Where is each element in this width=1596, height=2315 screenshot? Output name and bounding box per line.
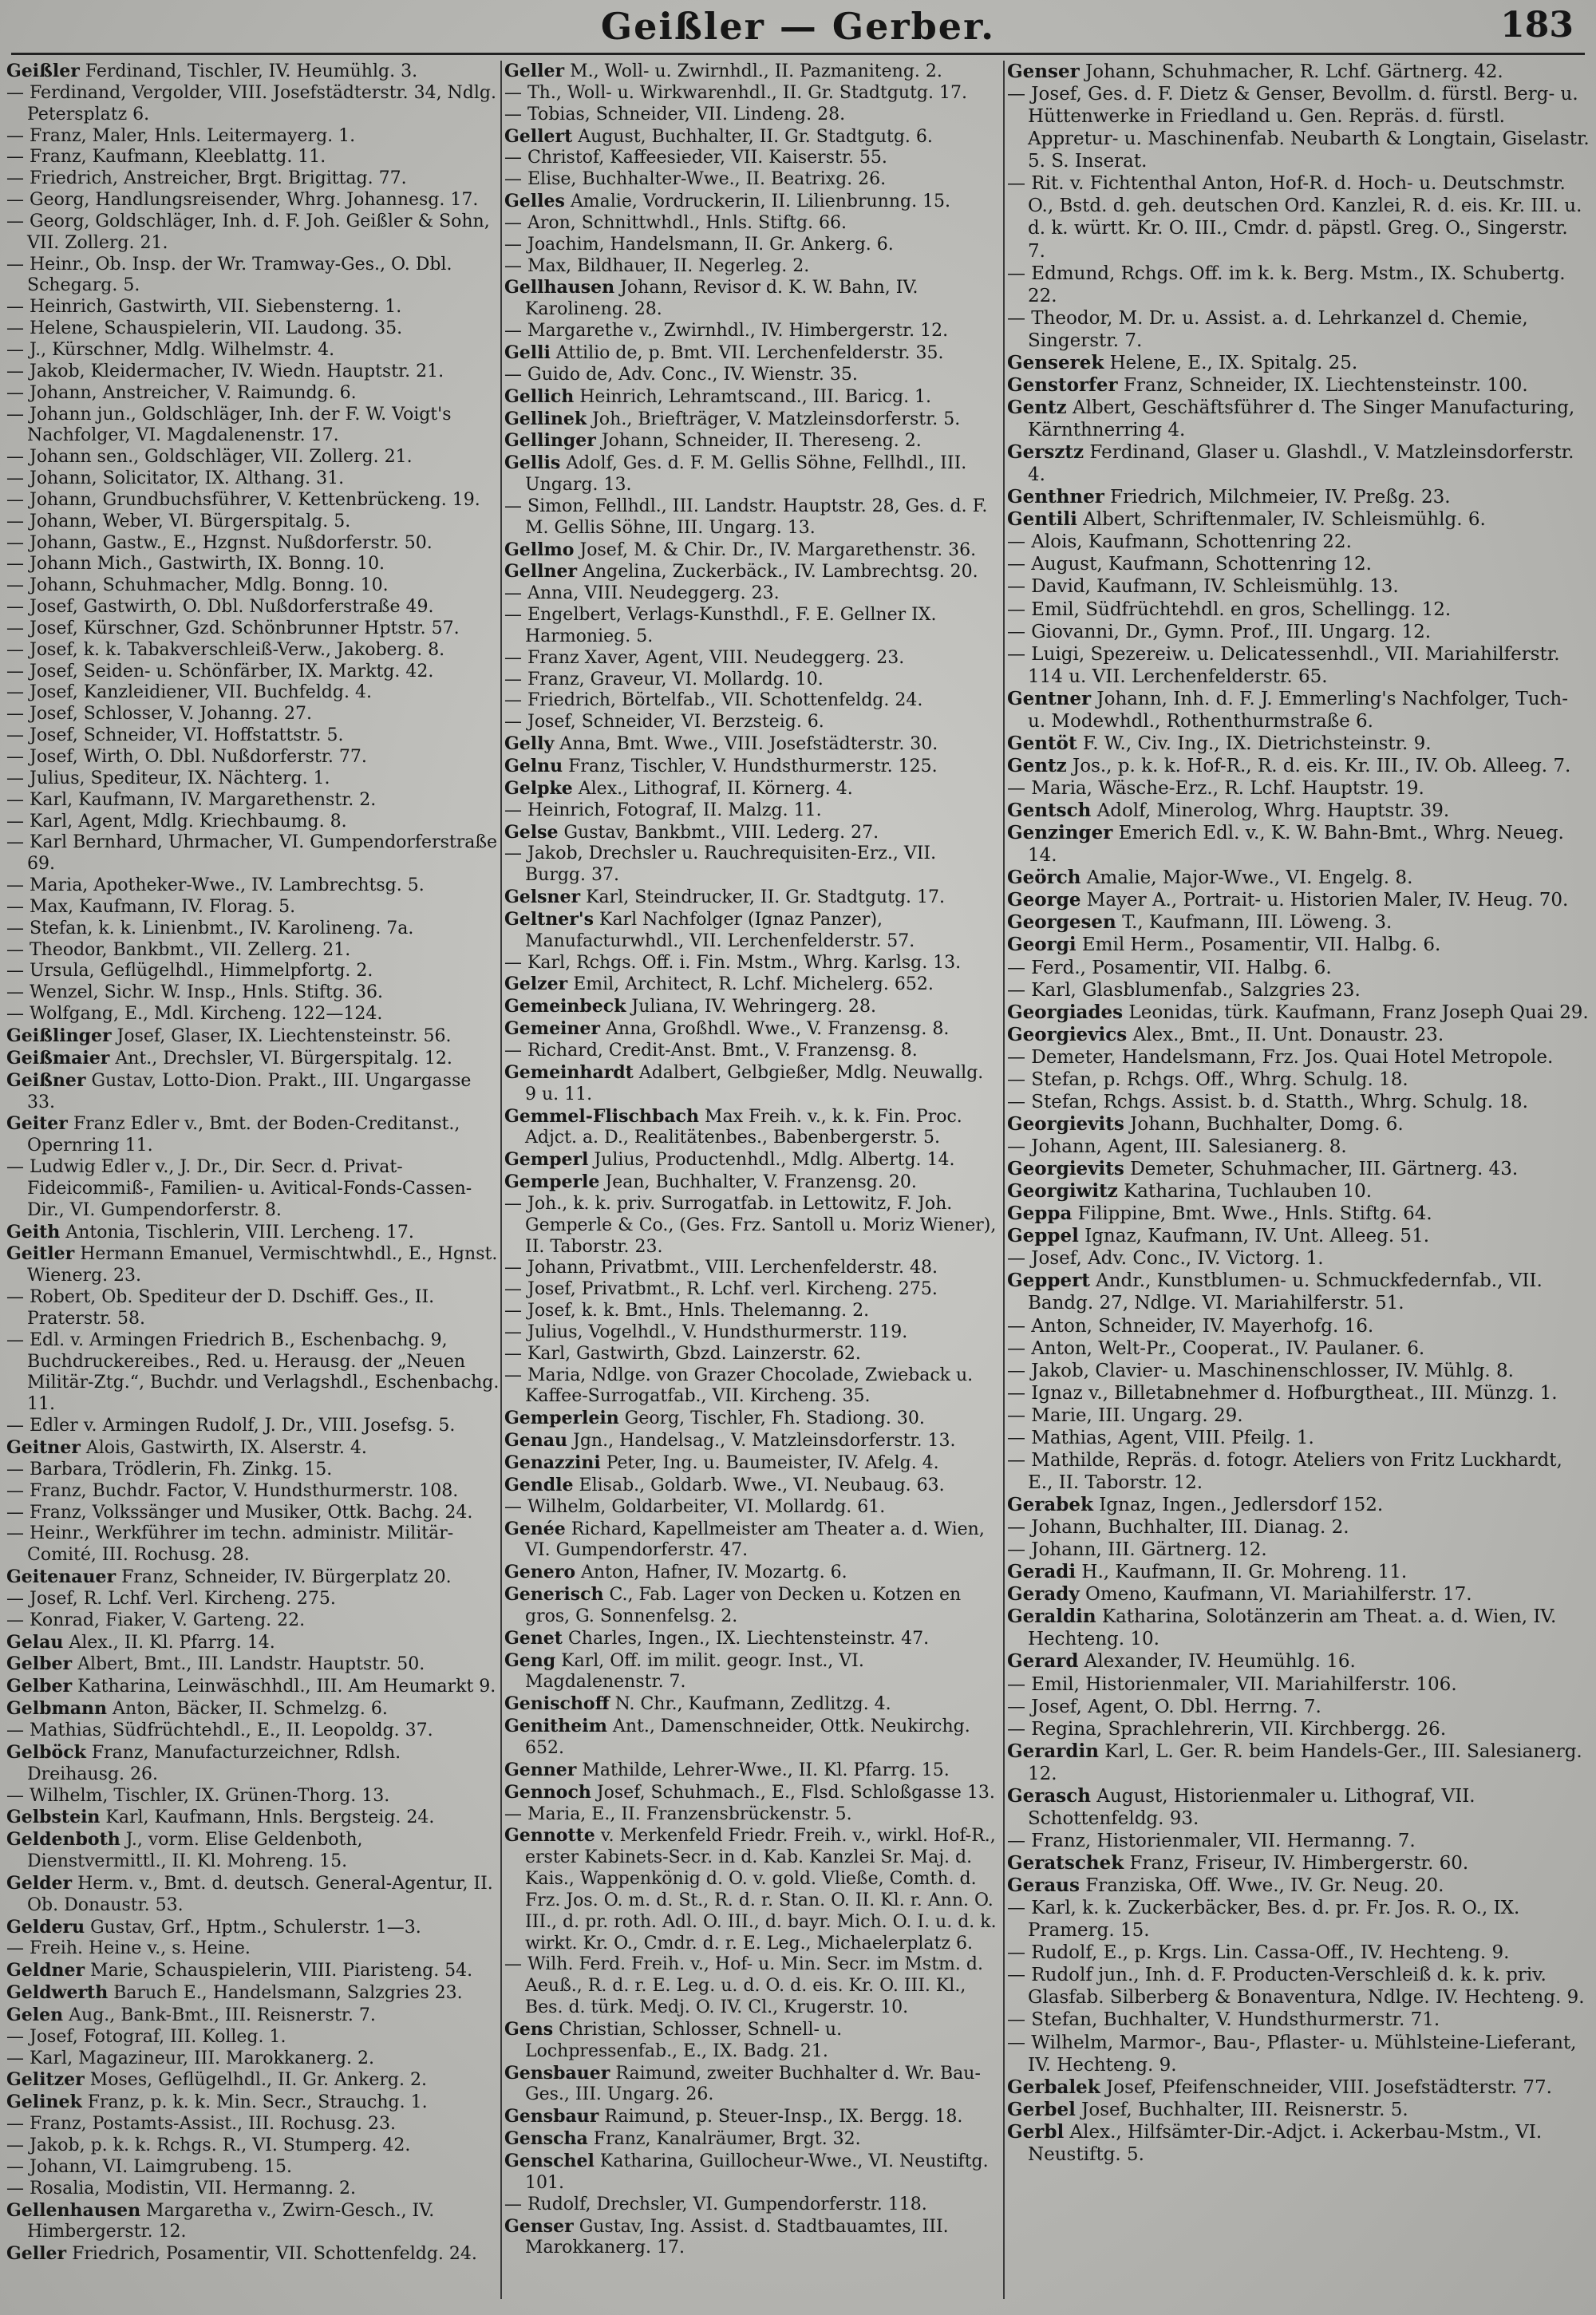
directory-entry: — Friedrich, Anstreicher, Brgt. Brigittag. 77. [6, 168, 407, 189]
directory-entry: Genser Johann, Schuhmacher, R. Lchf. Gärtnerg. 42. [1007, 61, 1503, 82]
directory-entry: — Josef, Kanzleidiener, VII. Buchfeldg. 4. [6, 682, 372, 703]
directory-entry: Gellinek Joh., Briefträger, V. Matzleinsdorferstr. 5. [504, 408, 961, 429]
directory-entry: Geldenboth J., vorm. Elise Geldenboth, Dienstvermittl., II. Kl. Mohreng. 15. [6, 1829, 363, 1872]
directory-entry: Genzinger Emerich Edl. v., K. W. Bahn-Bmt., Whrg. Neueg. 14. [1007, 822, 1564, 867]
directory-entry: — Wilhelm, Goldarbeiter, VI. Mollardg. 61. [504, 1496, 886, 1517]
directory-entry: — Barbara, Trödlerin, Fh. Zinkg. 15. [6, 1459, 333, 1479]
directory-entry: — Johann, Weber, VI. Bürgerspitalg. 5. [6, 511, 351, 531]
directory-entry: — Johann Mich., Gastwirth, IX. Bonng. 10. [6, 554, 385, 575]
directory-entry: — Josef, Privatbmt., R. Lchf. verl. Kircheng. 275. [504, 1279, 938, 1300]
directory-entry: — Johann, VI. Laimgrubeng. 15. [6, 2156, 292, 2177]
directory-entry: — Heinr., Werkführer im techn. administr. Militär-Comité, III. Rochusg. 28. [6, 1523, 454, 1566]
directory-entry: — Franz, Kaufmann, Kleeblattg. 11. [6, 147, 326, 168]
directory-entry: Gelles Amalie, Vordruckerin, II. Lilienbrunng. 15. [504, 191, 951, 212]
directory-entry: — Josef, Gastwirth, O. Dbl. Nußdorferstraße 49. [6, 597, 434, 618]
directory-entry: — Jakob, Drechsler u. Rauchrequisiten-Erz., VII. Burgg. 37. [504, 843, 937, 886]
directory-entry: — Robert, Ob. Spediteur der D. Dschiff. Ges., II. Praterstr. 58. [6, 1287, 435, 1329]
directory-entry: Gelen Aug., Bank-Bmt., III. Reisnerstr. 7. [6, 2004, 376, 2025]
directory-entry: — Anna, VIII. Neudeggerg. 23. [504, 583, 780, 604]
directory-entry: Gelböck Franz, Manufacturzeichner, Rdlsh. Dreihausg. 26. [6, 1741, 401, 1784]
directory-entry: — Engelbert, Verlags-Kunsthdl., F. E. Gellner IX. Harmonieg. 5. [504, 605, 937, 646]
directory-entry: Genitheim Ant., Damenschneider, Ottk. Neukirchg. 652. [504, 1716, 970, 1758]
directory-entry: Genischoff N. Chr., Kaufmann, Zedlitzg. 4. [504, 1693, 891, 1715]
directory-entry: Gennoch Josef, Schuhmach., E., Flsd. Schloßgasse 13. [504, 1781, 995, 1803]
directory-entry: — Anton, Schneider, IV. Mayerhofg. 16. [1007, 1315, 1374, 1337]
directory-entry: Geller M., Woll- u. Zwirnhdl., II. Pazmaniteng. 2. [504, 61, 942, 81]
directory-entry: Gellert August, Buchhalter, II. Gr. Stadtgutg. 6. [504, 125, 933, 147]
directory-entry: — Konrad, Fiaker, V. Garteng. 22. [6, 1610, 306, 1630]
directory-entry: Gerbel Josef, Buchhalter, III. Reisnerstr. 5. [1007, 2098, 1408, 2120]
directory-entry: — Rosalia, Modistin, VII. Hermanng. 2. [6, 2178, 356, 2198]
directory-entry: — Franz Xaver, Agent, VIII. Neudeggerg. 23. [504, 647, 905, 668]
directory-entry: — Stefan, p. Rchgs. Off., Whrg. Schulg. 18. [1007, 1069, 1408, 1090]
directory-entry: Geppa Filippine, Bmt. Wwe., Hnls. Stiftg. 64. [1007, 1203, 1432, 1225]
directory-entry: — Mathilde, Repräs. d. fotogr. Ateliers von Fritz Luckhardt, E., II. Taborstr. 12. [1007, 1449, 1562, 1493]
directory-entry: — Jakob, Kleidermacher, IV. Wiedn. Hauptstr. 21. [6, 361, 444, 381]
directory-entry: — Demeter, Handelsmann, Frz. Jos. Quai Hotel Metropole. [1007, 1046, 1554, 1068]
directory-entry: Gerard Alexander, IV. Heumühlg. 16. [1007, 1650, 1356, 1673]
directory-entry: — Josef, k. k. Bmt., Hnls. Thelemanng. 2. [504, 1301, 870, 1321]
directory-entry: — Max, Bildhauer, II. Negerleg. 2. [504, 255, 810, 276]
directory-entry: — Julius, Vogelhdl., V. Hundsthurmerstr. 119. [504, 1321, 908, 1342]
directory-entry: — Maria, E., II. Franzensbrückenstr. 5. [504, 1803, 852, 1824]
directory-entry: — Johann sen., Goldschläger, VII. Zollerg. 21. [6, 447, 413, 468]
directory-entry: Georgiwitz Katharina, Tuchlauben 10. [1007, 1180, 1373, 1203]
directory-entry: — Josef, Seiden- u. Schönfärber, IX. Marktg. 42. [6, 661, 434, 681]
directory-entry: — Johann, Buchhalter, III. Dianag. 2. [1007, 1517, 1349, 1539]
directory-entry: Gemmel-Flischbach Max Freih. v., k. k. Fin. Proc. Adjct. a. D., Realitätenbes., Babenbergerstr. 5. [504, 1105, 962, 1148]
page-title: Geißler — Gerber. [600, 5, 996, 48]
directory-entry: — Wilhelm, Marmor-, Bau-, Pflaster- u. Mühlsteine-Lieferant, IV. Hechteng. 9. [1007, 2032, 1577, 2076]
directory-entry: Gentsch Adolf, Minerolog, Whrg. Hauptstr. 39. [1007, 800, 1450, 822]
directory-entry: Gemeinhardt Adalbert, Gelbgießer, Mdlg. Neuwallg. 9 u. 11. [504, 1061, 984, 1104]
directory-entry: — Mathias, Agent, VIII. Pfeilg. 1. [1007, 1427, 1314, 1448]
directory-entry: — Josef, Agent, O. Dbl. Herrng. 7. [1007, 1696, 1321, 1717]
directory-entry: Genau Jgn., Handelsag., V. Matzleinsdorferstr. 13. [504, 1430, 956, 1452]
directory-entry: — Franz, Graveur, VI. Mollardg. 10. [504, 669, 824, 689]
directory-entry: Gelly Anna, Bmt. Wwe., VIII. Josefstädterstr. 30. [504, 733, 938, 755]
directory-entry: — Josef, Wirth, O. Dbl. Nußdorferstr. 77. [6, 747, 367, 767]
directory-entry: Genscha Franz, Kanalräumer, Brgt. 32. [504, 2128, 861, 2150]
directory-entry: — Th., Woll- u. Wirkwarenhdl., II. Gr. Stadtgutg. 17. [504, 82, 967, 103]
directory-entry: Georgievits Demeter, Schuhmacher, III. Gärtnerg. 43. [1007, 1158, 1519, 1180]
directory-entry: — Edler v. Armingen Rudolf, J. Dr., VIII. Josefsg. 5. [6, 1416, 456, 1436]
directory-entry: Gelder Herm. v., Bmt. d. deutsch. General-Agentur, II. Ob. Donaustr. 53. [6, 1872, 493, 1915]
directory-entry: Genner Mathilde, Lehrer-Wwe., II. Kl. Pfarrg. 15. [504, 1759, 950, 1780]
directory-entry: — Heinrich, Fotograf, II. Malzg. 11. [504, 800, 822, 820]
directory-entry: Geppert Andr., Kunstblumen- u. Schmuckfedernfab., VII. Bandg. 27, Ndlge. VI. Mariahilferstr. 51. [1007, 1270, 1543, 1314]
directory-entry: — Mathias, Südfrüchtehdl., E., II. Leopoldg. 37. [6, 1720, 433, 1740]
directory-entry: Geraus Franziska, Off. Wwe., IV. Gr. Neug. 20. [1007, 1875, 1444, 1897]
directory-entry: — Johann, Grundbuchsführer, V. Kettenbrückeng. 19. [6, 489, 480, 510]
directory-entry: — Helene, Schauspielerin, VII. Laudong. 35. [6, 318, 403, 339]
directory-entry: Gemeiner Anna, Großhdl. Wwe., V. Franzensg. 8. [504, 1018, 950, 1040]
directory-entry: — Karl, Agent, Mdlg. Kriechbaumg. 8. [6, 811, 347, 832]
directory-entry: Geldner Marie, Schauspielerin, VIII. Piaristeng. 54. [6, 1960, 473, 1981]
directory-entry: — Josef, Ges. d. F. Dietz & Genser, Bevollm. d. fürstl. Berg- u. Hüttenwerke in Friedland u. Gen. Repräs. d. fürstl. Appretur- u. Maschinenfab. Neubarth & Longtain, Giselastr. 5. S. Inserat. [1007, 84, 1590, 172]
directory-entry: Gelse Gustav, Bankbmt., VIII. Lederg. 27. [504, 821, 879, 843]
directory-entry: — Rudolf, Drechsler, VI. Gumpendorferstr. 118. [504, 2194, 927, 2214]
directory-entry: Gensbaur Raimund, p. Steuer-Insp., IX. Bergg. 18. [504, 2106, 963, 2127]
directory-entry: Gelinek Franz, p. k. k. Min. Secr., Strauchg. 1. [6, 2092, 428, 2113]
directory-entry: — Theodor, Bankbmt., VII. Zellerg. 21. [6, 939, 351, 960]
directory-entry: — Marie, III. Ungarg. 29. [1007, 1404, 1243, 1426]
directory-entry: — Guido de, Adv. Conc., IV. Wienstr. 35. [504, 364, 858, 385]
directory-entry: Gerbalek Josef, Pfeifenschneider, VIII. Josefstädterstr. 77. [1007, 2076, 1552, 2098]
directory-entry: — Ignaz v., Billetabnehmer d. Hofburgtheat., III. Münzg. 1. [1007, 1382, 1558, 1404]
directory-entry: — Karl, k. k. Zuckerbäcker, Bes. d. pr. Fr. Jos. R. O., IX. Pramerg. 15. [1007, 1898, 1520, 1942]
directory-entry: — Maria, Apotheker-Wwe., IV. Lambrechtsg. 5. [6, 875, 425, 896]
column-divider [1003, 61, 1005, 2299]
directory-entry: Geißner Gustav, Lotto-Dion. Prakt., III. Ungargasse 33. [6, 1069, 472, 1112]
page-number: 183 [1500, 5, 1574, 45]
directory-entry: — Heinr., Ob. Insp. der Wr. Tramway-Ges., O. Dbl. Schegarg. 5. [6, 254, 452, 296]
directory-entry: — Wolfgang, E., Mdl. Kircheng. 122—124. [6, 1004, 383, 1025]
directory-entry: Gelber Katharina, Leinwäschhdl., III. Am Heumarkt 9. [6, 1676, 496, 1697]
directory-entry: — Regina, Sprachlehrerin, VII. Kirchbergg. 26. [1007, 1718, 1447, 1740]
directory-entry: Gens Christian, Schlosser, Schnell- u. Lochpressenfab., E., IX. Badg. 21. [504, 2018, 843, 2061]
directory-entry: Geraldin Katharina, Solotänzerin am Theat. a. d. Wien, IV. Hechteng. 10. [1007, 1606, 1557, 1650]
directory-entry: Geißler Ferdinand, Tischler, IV. Heumühlg. 3. [6, 61, 418, 81]
directory-entry: Geldwerth Baruch E., Handelsmann, Salzgries 23. [6, 1982, 463, 2004]
directory-entry: Geller Friedrich, Posamentir, VII. Schottenfeldg. 24. [6, 2243, 477, 2265]
directory-entry: Gellich Heinrich, Lehramtscand., III. Baricg. 1. [504, 385, 932, 407]
directory-entry: — Edmund, Rchgs. Off. im k. k. Berg. Mstm., IX. Schubertg. 22. [1007, 263, 1566, 306]
directory-entry: — Johann, Solicitator, IX. Althang. 31. [6, 468, 345, 489]
directory-entry: Gellinger Johann, Schneider, II. Thereseng. 2. [504, 430, 922, 452]
directory-entry: — Emil, Historienmaler, VII. Mariahilferstr. 106. [1007, 1673, 1457, 1695]
directory-entry: Gelbmann Anton, Bäcker, II. Schmelzg. 6. [6, 1698, 388, 1720]
directory-column-1 [6, 61, 500, 2307]
directory-entry: — Tobias, Schneider, VII. Lindeng. 28. [504, 104, 846, 124]
directory-entry: — Ferd., Posamentir, VII. Halbg. 6. [1007, 957, 1332, 978]
directory-entry: — Ferdinand, Vergolder, VIII. Josefstädterstr. 34, Ndlg. Petersplatz 6. [6, 82, 497, 124]
directory-entry: Georgievics Alex., Bmt., II. Unt. Donaustr. 23. [1007, 1023, 1444, 1045]
directory-entry: Gendle Elisab., Goldarb. Wwe., VI. Neubaug. 63. [504, 1474, 945, 1495]
directory-entry: Gensbauer Raimund, zweiter Buchhalter d. Wr. Bau-Ges., III. Ungarg. 26. [504, 2062, 981, 2105]
directory-entry: — Johann, Agent, III. Salesianerg. 8. [1007, 1136, 1347, 1157]
directory-entry: — Jakob, p. k. k. Rchgs. R., VI. Stumperg. 42. [6, 2135, 411, 2155]
directory-entry: Gemperlein Georg, Tischler, Fh. Stadiong. 30. [504, 1408, 925, 1429]
directory-entry: Genazzini Peter, Ing. u. Baumeister, IV. Afelg. 4. [504, 1452, 939, 1473]
directory-entry: — Franz, Buchdr. Factor, V. Hundsthurmerstr. 108. [6, 1480, 459, 1501]
directory-entry: — Heinrich, Gastwirth, VII. Siebensterng. 1. [6, 297, 402, 318]
directory-entry: Gentz Albert, Geschäftsführer d. The Singer Manufacturing, Kärnthnerring 4. [1007, 396, 1575, 440]
directory-entry: — Johann, Anstreicher, V. Raimundg. 6. [6, 382, 357, 403]
directory-entry: — Richard, Credit-Anst. Bmt., V. Franzensg. 8. [504, 1040, 918, 1061]
directory-entry: Gerasch August, Historienmaler u. Lithograf, VII. Schottenfeldg. 93. [1007, 1784, 1476, 1829]
directory-entry: Geißlinger Josef, Glaser, IX. Liechtensteinstr. 56. [6, 1025, 452, 1046]
directory-entry: Gellmo Josef, M. & Chir. Dr., IV. Margarethenstr. 36. [504, 539, 977, 560]
directory-entry: Genthner Friedrich, Milchmeier, IV. Preßg. 23. [1007, 486, 1451, 508]
directory-entry: Genero Anton, Hafner, IV. Mozartg. 6. [504, 1562, 847, 1583]
directory-entry: Gelnu Franz, Tischler, V. Hundsthurmerstr. 125. [504, 756, 938, 776]
directory-entry: — Stefan, k. k. Linienbmt., IV. Karolineng. 7a. [6, 918, 414, 938]
directory-entry: — Simon, Fellhdl., III. Landstr. Hauptstr. 28, Ges. d. F. M. Gellis Söhne, III. Ungarg. 13. [504, 496, 988, 538]
directory-entry: — Freih. Heine v., s. Heine. [6, 1938, 251, 1959]
directory-entry: — Josef, Schneider, VI. Berzsteig. 6. [504, 712, 824, 733]
directory-entry: Generisch C., Fab. Lager von Decken u. Kotzen en gros, G. Sonnenfelsg. 2. [504, 1584, 962, 1626]
directory-entry: — Wilh. Ferd. Freih. v., Hof- u. Min. Secr. im Mstm. d. Aeuß., R. d. r. E. Leg. u. d. O. d. eis. Kr. O. III. Kl., Bes. d. türk. Medj. O. IV. Cl., Krugerstr. 10. [504, 1954, 983, 2018]
directory-entry: — Josef, k. k. Tabakverschleiß-Verw., Jakoberg. 8. [6, 639, 445, 660]
directory-entry: George Mayer A., Portrait- u. Historien Maler, IV. Heug. 70. [1007, 889, 1569, 911]
directory-entry: Genser Gustav, Ing. Assist. d. Stadtbauamtes, III. Marokkanerg. 17. [504, 2215, 949, 2258]
directory-entry: — Edl. v. Armingen Friedrich B., Eschenbachg. 9, Buchdruckereibes., Red. u. Herausg. der „Neuen Militär-Ztg.“, Buchdr. und Verlagshdl., Eschenbachg. 11. [6, 1329, 500, 1415]
directory-entry: Georgesen T., Kaufmann, III. Löweng. 3. [1007, 911, 1393, 934]
directory-entry: — Joh., k. k. priv. Surrogatfab. in Lettowitz, F. Joh. Gemperle & Co., (Ges. Frz. Santoll u. Moriz Wiener), II. Taborstr. 23. [504, 1193, 997, 1257]
directory-entry: — Georg, Goldschläger, Inh. d. F. Joh. Geißler & Sohn, VII. Zollerg. 21. [6, 211, 490, 253]
directory-entry: — Theodor, M. Dr. u. Assist. a. d. Lehrkanzel d. Chemie, Singerstr. 7. [1007, 307, 1528, 351]
directory-entry: Geratschek Franz, Friseur, IV. Himbergerstr. 60. [1007, 1852, 1469, 1874]
directory-entry: — Rit. v. Fichtenthal Anton, Hof-R. d. Hoch- u. Deutschmstr. O., Bstd. d. geh. deutschen Ord. Kanzlei, R. d. eis. Kr. III. u. d. k. württ. Kr. O. III., Cmdr. d. päpstl. Greg. O., Singerstr. 7. [1007, 173, 1582, 262]
directory-entry: Geiter Franz Edler v., Bmt. der Boden-Creditanst., Opernring 11. [6, 1113, 460, 1156]
directory-entry: — Wilhelm, Tischler, IX. Grünen-Thorg. 13. [6, 1785, 390, 1806]
directory-entry: — Karl Bernhard, Uhrmacher, VI. Gumpendorferstraße 69. [6, 832, 498, 875]
directory-entry: Geitler Hermann Emanuel, Vermischtwhdl., E., Hgnst. Wienerg. 23. [6, 1243, 498, 1286]
directory-entry: Gentz Jos., p. k. k. Hof-R., R. d. eis. Kr. III., IV. Ob. Alleeg. 7. [1007, 754, 1571, 776]
directory-entry: — Franz, Postamts-Assist., III. Rochusg. 23. [6, 2114, 396, 2135]
directory-entry: Gelbstein Karl, Kaufmann, Hnls. Bergsteig. 24. [6, 1807, 435, 1828]
directory-entry: — Johann, Schuhmacher, Mdlg. Bonng. 10. [6, 575, 389, 596]
directory-entry: — Wenzel, Sichr. W. Insp., Hnls. Stiftg. 36. [6, 982, 383, 1003]
page-header [0, 0, 1596, 56]
directory-entry: Geppel Ignaz, Kaufmann, IV. Unt. Alleeg. 51. [1007, 1225, 1430, 1247]
directory-column-3 [1007, 61, 1590, 2307]
directory-entry: — Karl, Glasblumenfab., Salzgries 23. [1007, 979, 1361, 1001]
directory-entry: — Max, Kaufmann, IV. Florag. 5. [6, 896, 296, 917]
directory-entry: — Franz, Maler, Hnls. Leitermayerg. 1. [6, 125, 356, 146]
directory-entry: Georgiades Leonidas, türk. Kaufmann, Franz Joseph Quai 29. [1007, 1001, 1589, 1023]
directory-entry: Gelpke Alex., Lithograf, II. Körnerg. 4. [504, 777, 853, 799]
directory-entry: Geitenauer Franz, Schneider, IV. Bürgerplatz 20. [6, 1566, 452, 1588]
directory-entry: — Julius, Spediteur, IX. Nächterg. 1. [6, 768, 330, 788]
directory-entry: Gellenhausen Margaretha v., Zwirn-Gesch., IV. Himbergerstr. 12. [6, 2199, 435, 2242]
directory-entry: — Karl, Kaufmann, IV. Margarethenstr. 2. [6, 789, 377, 810]
directory-entry: Gemperle Jean, Buchhalter, V. Franzensg. 20. [504, 1171, 917, 1193]
directory-entry: — Josef, Schneider, VI. Hoffstattstr. 5. [6, 725, 344, 746]
directory-entry: — Karl, Magazineur, III. Marokkanerg. 2. [6, 2048, 375, 2068]
directory-entry: Georgi Emil Herm., Posamentir, VII. Halbg. 6. [1007, 934, 1441, 956]
directory-entry: — Luigi, Spezereiw. u. Delicatessenhdl., VII. Mariahilferstr. 114 u. VII. Lerchenfelderstr. 65. [1007, 643, 1560, 687]
directory-entry: Gentili Albert, Schriftenmaler, IV. Schleismühlg. 6. [1007, 508, 1486, 531]
directory-entry: — Josef, Fotograf, III. Kolleg. 1. [6, 2026, 286, 2047]
directory-entry: Gelli Attilio de, p. Bmt. VII. Lerchenfelderstr. 35. [504, 342, 944, 363]
directory-entry: — Christof, Kaffeesieder, VII. Kaiserstr. 55. [504, 148, 887, 168]
directory-entry: Genée Richard, Kapellmeister am Theater a. d. Wien, VI. Gumpendorferstr. 47. [504, 1518, 985, 1561]
directory-entry: — Johann, Privatbmt., VIII. Lerchenfelderstr. 48. [504, 1258, 938, 1278]
directory-entry: Gersztz Ferdinand, Glaser u. Glashdl., V. Matzleinsdorferstr. 4. [1007, 441, 1574, 486]
directory-entry: — Johann jun., Goldschläger, Inh. der F. W. Voigt's Nachfolger, VI. Magdalenenstr. 17. [6, 404, 452, 446]
directory-entry: Gellhausen Johann, Revisor d. K. W. Bahn, IV. Karolineng. 28. [504, 277, 918, 320]
directory-entry: Gerbl Alex., Hilfsämter-Dir.-Adjct. i. Ackerbau-Mstm., VI. Neustiftg. 5. [1007, 2120, 1543, 2165]
directory-entry: — Friedrich, Börtelfab., VII. Schottenfeldg. 24. [504, 690, 923, 711]
column-divider [500, 61, 502, 2299]
directory-entry: — August, Kaufmann, Schottenring 12. [1007, 554, 1372, 575]
directory-entry: — Johann, Gastw., E., Hzgnst. Nußdorferstr. 50. [6, 532, 433, 553]
directory-entry: — Johann, III. Gärtnerg. 12. [1007, 1539, 1267, 1561]
directory-entry: — Ludwig Edler v., J. Dr., Dir. Secr. d. Privat-Fideicommiß-, Familien- u. Avitical-Fonds-Cassen-Dir., VI. Gumpendorferstr. 8. [6, 1157, 472, 1220]
directory-column-2 [504, 61, 999, 2307]
directory-entry: — J., Kürschner, Mdlg. Wilhelmstr. 4. [6, 339, 335, 360]
directory-entry: — Josef, Schlosser, V. Johanng. 27. [6, 704, 313, 725]
directory-entry: Gelsner Karl, Steindrucker, II. Gr. Stadtgutg. 17. [504, 887, 946, 908]
directory-entry: — Margarethe v., Zwirnhdl., IV. Himbergerstr. 12. [504, 321, 949, 342]
directory-entry: — Georg, Handlungsreisender, Whrg. Johannesg. 17. [6, 190, 479, 211]
directory-entry: Geißmaier Ant., Drechsler, VI. Bürgerspitalg. 12. [6, 1047, 452, 1069]
directory-entry: — Josef, Adv. Conc., IV. Victorg. 1. [1007, 1248, 1324, 1270]
directory-entry: — Giovanni, Dr., Gymn. Prof., III. Ungarg. 12. [1007, 621, 1432, 642]
directory-entry: — Ursula, Geflügelhdl., Himmelpfortg. 2. [6, 961, 373, 982]
directory-entry: — Joachim, Handelsmann, II. Gr. Ankerg. 6. [504, 234, 894, 255]
directory-entry: Genserek Helene, E., IX. Spitalg. 25. [1007, 351, 1358, 373]
directory-entry: — Rudolf jun., Inh. d. F. Producten-Verschleiß d. k. k. priv. Glasfab. Silberberg & Bonaventura, Ndlge. IV. Hechteng. 9. [1007, 1965, 1585, 2009]
directory-entry: Genschel Katharina, Guillocheur-Wwe., VI. Neustiftg. 101. [504, 2151, 989, 2193]
directory-entry: Gerabek Ignaz, Ingen., Jedlersdorf 152. [1007, 1494, 1384, 1515]
directory-entry: Gelau Alex., II. Kl. Pfarrg. 14. [6, 1631, 275, 1653]
directory-entry: Gentöt F. W., Civ. Ing., IX. Dietrichsteinstr. 9. [1007, 732, 1432, 754]
directory-entry: — Karl, Gastwirth, Gbzd. Lainzerstr. 62. [504, 1343, 861, 1364]
directory-entry: Georgievits Johann, Buchhalter, Domg. 6. [1007, 1112, 1404, 1135]
directory-entry: Gemeinbeck Juliana, IV. Wehringerg. 28. [504, 996, 877, 1017]
directory-entry: Gellis Adolf, Ges. d. F. M. Gellis Söhne, Fellhdl., III. Ungarg. 13. [504, 452, 967, 496]
directory-entry: — Jakob, Clavier- u. Maschinenschlosser, IV. Mühlg. 8. [1007, 1360, 1514, 1381]
directory-entry: Gelderu Gustav, Grf., Hptm., Schulerstr. 1—3. [6, 1916, 421, 1938]
directory-entry: Gelber Albert, Bmt., III. Landstr. Hauptstr. 50. [6, 1653, 425, 1675]
directory-entry: Gennotte v. Merkenfeld Friedr. Freih. v., wirkl. Hof-R., erster Kabinets-Secr. in d. Kab. Kanzlei Sr. Maj. d. Kais., Wappenkönig d. O. v. gold. Vließe, Comth. d. Frz. Jos. O. m. d. St., R. d. r. Stan. O. II. Kl. r. Ann. O. III., d. pr. roth. Adl. O. III., d. bayr. Mich. O. I. u. d. k. wirkt. Kr. O., Cmdr. d. r. E. Leg., Michaelerplatz 6. [504, 1825, 997, 1954]
directory-entry: Gerardin Karl, L. Ger. R. beim Handels-Ger., III. Salesianerg. 12. [1007, 1740, 1582, 1784]
directory-entry: Geith Antonia, Tischlerin, VIII. Lercheng. 17. [6, 1221, 414, 1242]
directory-entry: Geitner Alois, Gastwirth, IX. Alserstr. 4. [6, 1437, 367, 1458]
directory-entry: — Stefan, Rchgs. Assist. b. d. Statth., Whrg. Schulg. 18. [1007, 1091, 1528, 1112]
directory-entry: — Aron, Schnittwhdl., Hnls. Stiftg. 66. [504, 212, 847, 233]
directory-entry: Geng Karl, Off. im milit. geogr. Inst., VI. Magdalenenstr. 7. [504, 1649, 864, 1693]
directory-entry: — Franz, Volkssänger und Musiker, Ottk. Bachg. 24. [6, 1502, 473, 1523]
directory-entry: — Stefan, Buchhalter, V. Hundsthurmerstr. 71. [1007, 2009, 1440, 2031]
directory-entry: — Elise, Buchhalter-Wwe., II. Beatrixg. 26. [504, 169, 887, 190]
directory-entry: — Josef, Kürschner, Gzd. Schönbrunner Hptstr. 57. [6, 618, 460, 638]
directory-entry: — Rudolf, E., p. Krgs. Lin. Cassa-Off., IV. Hechteng. 9. [1007, 1942, 1510, 1964]
header-rule [11, 53, 1585, 55]
directory-entry: Genet Charles, Ingen., IX. Liechtensteinstr. 47. [504, 1627, 930, 1649]
directory-entry: Gelitzer Moses, Geflügelhdl., II. Gr. Ankerg. 2. [6, 2069, 427, 2091]
directory-entry: Gemperl Julius, Productenhdl., Mdlg. Albertg. 14. [504, 1149, 955, 1171]
directory-entry: — Karl, Rchgs. Off. i. Fin. Mstm., Whrg. Karlsg. 13. [504, 952, 962, 973]
directory-entry: — Anton, Welt-Pr., Cooperat., IV. Paulaner. 6. [1007, 1337, 1425, 1359]
directory-entry: — Maria, Ndlge. von Grazer Chocolade, Zwieback u. Kaffee-Surrogatfab., VII. Kircheng. 35. [504, 1365, 974, 1407]
directory-entry: Genstorfer Franz, Schneider, IX. Liechtensteinstr. 100. [1007, 373, 1528, 396]
directory-entry: — Alois, Kaufmann, Schottenring 22. [1007, 531, 1352, 553]
directory-entry: Gellner Angelina, Zuckerbäck., IV. Lambrechtsg. 20. [504, 561, 978, 583]
directory-entry: Gelzer Emil, Architect, R. Lchf. Michelerg. 652. [504, 974, 934, 995]
directory-entry: — Franz, Historienmaler, VII. Hermanng. 7. [1007, 1830, 1416, 1851]
directory-entry: — Josef, R. Lchf. Verl. Kircheng. 275. [6, 1588, 336, 1609]
directory-entry: — Maria, Wäsche-Erz., R. Lchf. Hauptstr. 19. [1007, 778, 1424, 799]
directory-entry: Geörch Amalie, Major-Wwe., VI. Engelg. 8. [1007, 867, 1413, 889]
directory-entry: — Emil, Südfrüchtehdl. en gros, Schellingg. 12. [1007, 599, 1452, 620]
directory-entry: Gerady Omeno, Kaufmann, VI. Mariahilferstr. 17. [1007, 1583, 1472, 1606]
directory-entry: Geltner's Karl Nachfolger (Ignaz Panzer), Manufacturwhdl., VII. Lerchenfelderstr. 57. [504, 908, 915, 951]
directory-entry: Geradi H., Kaufmann, II. Gr. Mohreng. 11. [1007, 1561, 1408, 1583]
directory-entry: — David, Kaufmann, IV. Schleismühlg. 13. [1007, 576, 1399, 598]
directory-entry: Gentner Johann, Inh. d. F. J. Emmerling's Nachfolger, Tuch- u. Modewhdl., Rothenthurmstraße 6. [1007, 687, 1568, 732]
